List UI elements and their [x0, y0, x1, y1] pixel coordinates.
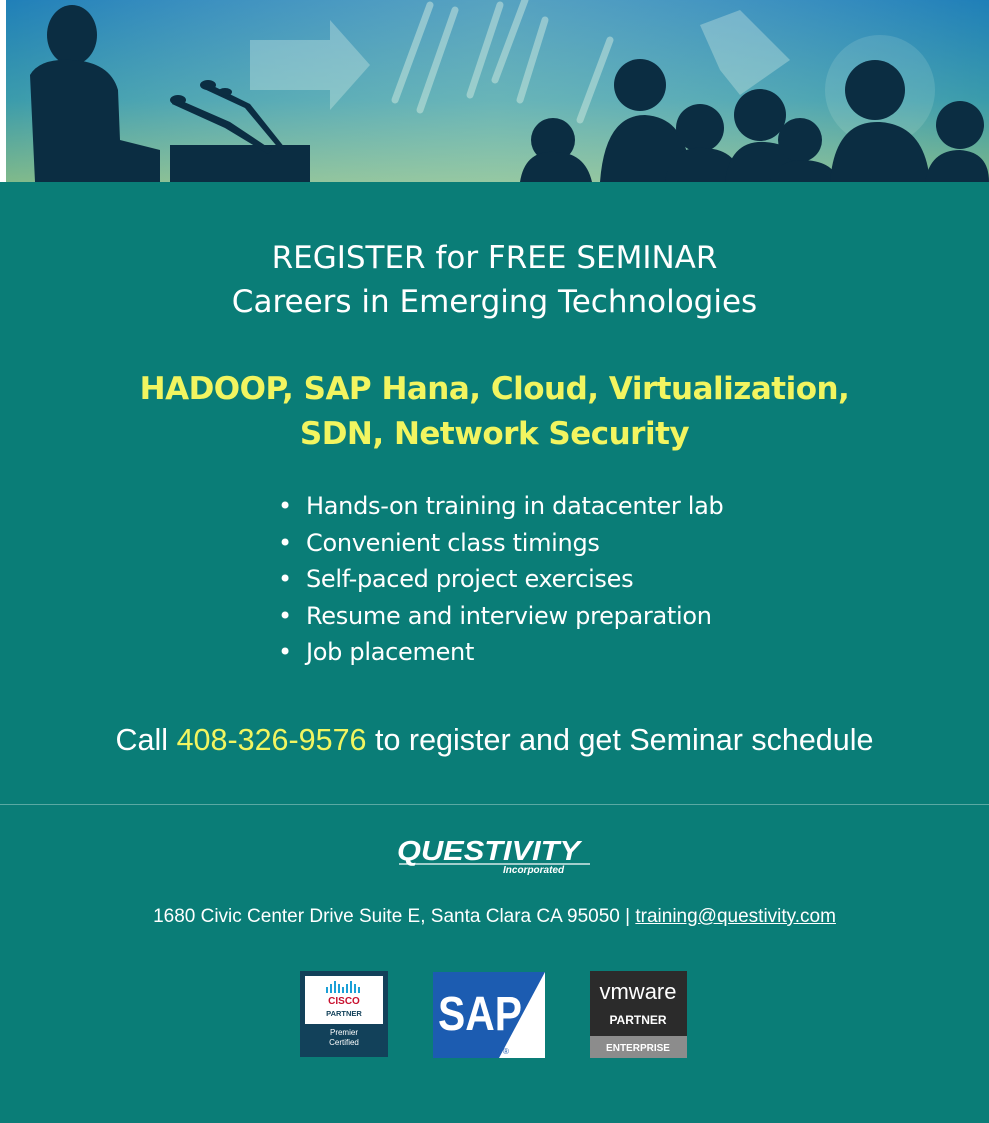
call-prefix: Call [115, 723, 169, 757]
svg-text:PARTNER: PARTNER [326, 1009, 362, 1018]
seminar-title: REGISTER for FREE SEMINAR [271, 240, 718, 276]
svg-text:Certified: Certified [329, 1038, 359, 1047]
address-text: 1680 Civic Center Drive Suite E, Santa Clara CA 95050 | [153, 906, 631, 927]
questivity-logo [395, 830, 595, 875]
svg-text:Premier: Premier [329, 1028, 359, 1037]
phone-number[interactable]: 408-326-9576 [176, 723, 367, 757]
header-banner-image [0, 0, 989, 182]
main-content [0, 182, 989, 804]
svg-text:PARTNER: PARTNER [609, 1013, 667, 1027]
sap-badge [433, 972, 545, 1058]
vmware-partner-badge [590, 971, 687, 1058]
list-item: • Resume and interview preparation [278, 598, 723, 635]
technologies-line-2: SDN, Network Security [299, 416, 690, 452]
email-link[interactable]: training@questivity.com [635, 906, 836, 927]
seminar-subtitle: Careers in Emerging Technologies [231, 284, 758, 320]
list-item: • Job placement [278, 634, 723, 671]
technologies-line-1: HADOOP, SAP Hana, Cloud, Virtualization, [139, 371, 850, 407]
list-item: • Hands-on training in datacenter lab [278, 488, 723, 525]
logo-text: QUESTIVITY [397, 835, 583, 866]
svg-text:ENTERPRISE: ENTERPRISE [606, 1043, 670, 1054]
svg-text:CISCO: CISCO [328, 996, 360, 1007]
svg-text:vmware: vmware [599, 979, 677, 1004]
svg-text:SAP: SAP [438, 988, 522, 1041]
list-item: • Self-paced project exercises [278, 561, 723, 598]
footer [0, 805, 989, 1123]
call-to-action [0, 723, 989, 758]
contact-line [0, 906, 989, 928]
cisco-partner-badge [300, 971, 388, 1057]
logo-subtext: Incorporated [503, 865, 565, 875]
list-item: • Convenient class timings [278, 525, 723, 562]
benefits-list [278, 488, 723, 671]
call-suffix: to register and get Seminar schedule [375, 723, 874, 757]
svg-text:®: ® [503, 1047, 509, 1056]
